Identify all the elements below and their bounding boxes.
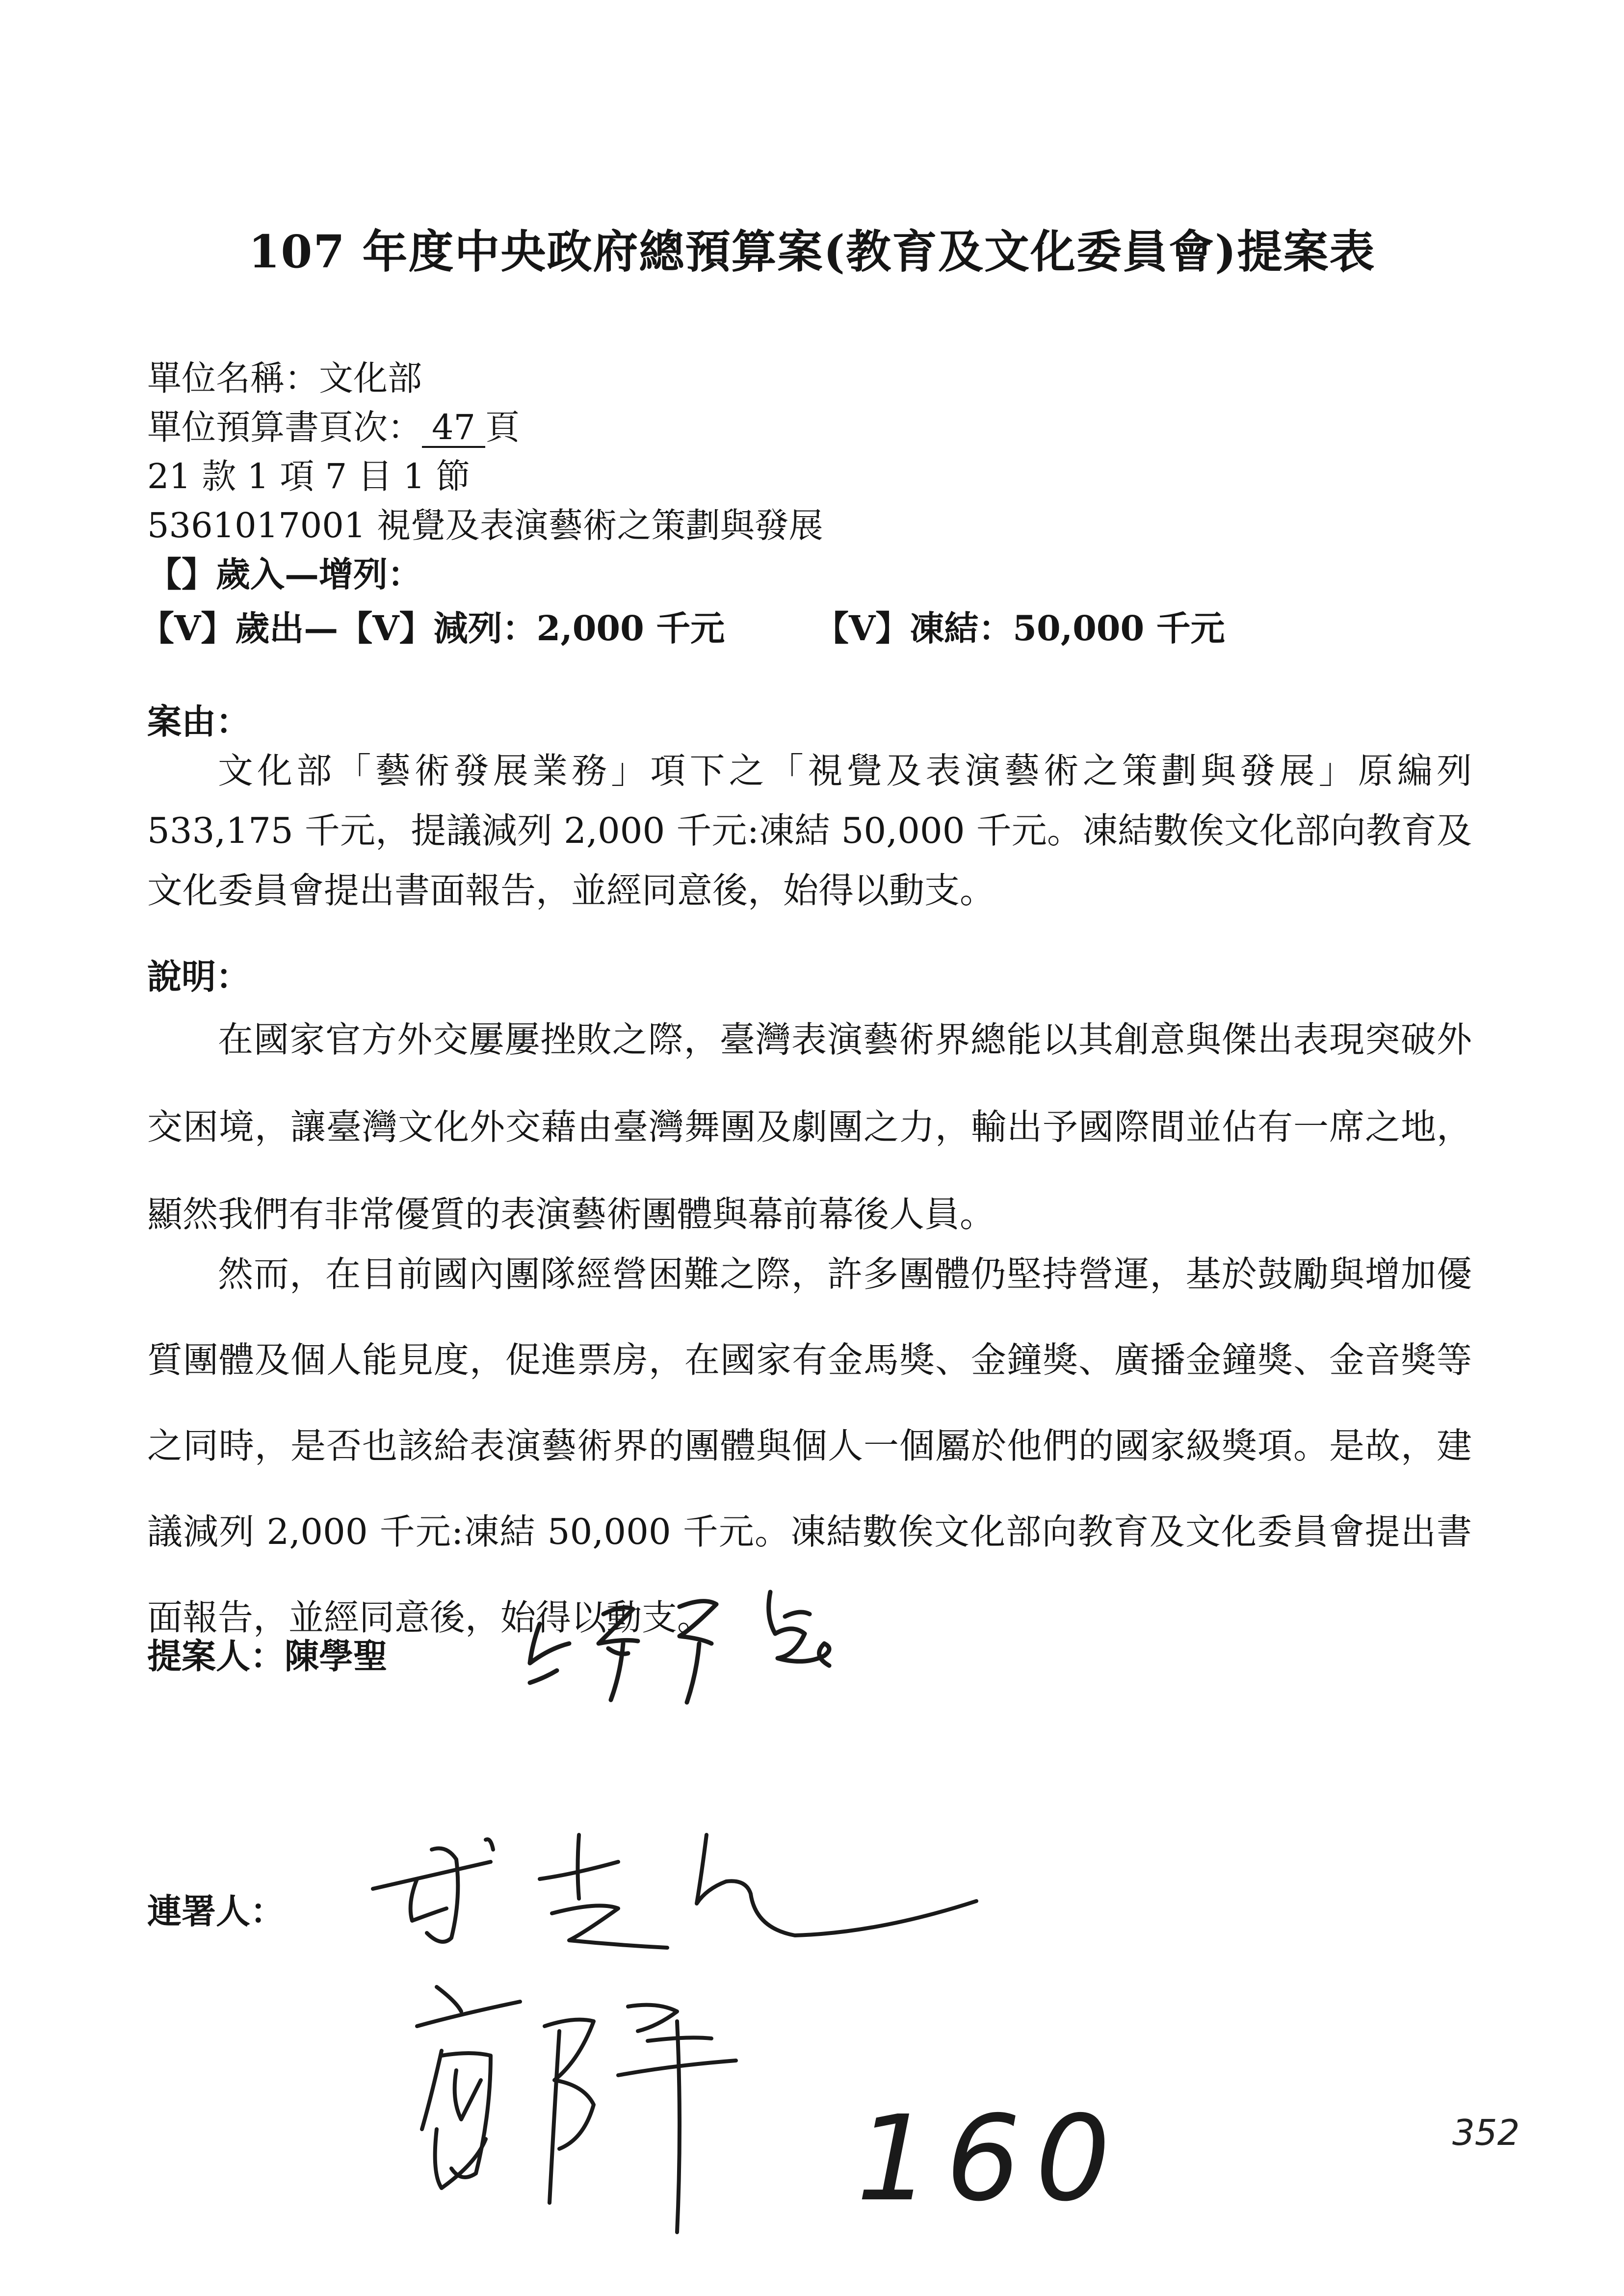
explanation-paragraph-1: 在國家官方外交屢屢挫敗之際，臺灣表演藝術界總能以其創意與傑出表現突破外交困境，讓臺灣文化外交藉由臺灣舞團及劇團之力，輸出予國際間並佔有一席之地，顯然我們有非常優質的表演藝術團體與幕前幕後人員。 [147, 1019, 1472, 1235]
handwritten-count: 160 [856, 2090, 1126, 2227]
reduction-amount: 減列：2,000 千元 [433, 608, 725, 649]
unit-name-label: 單位名稱： [147, 358, 319, 398]
freeze-line [814, 601, 1225, 651]
budget-page-number: 47 [422, 410, 485, 448]
revenue-line [147, 547, 422, 597]
program-line: 5361017001 視覺及表演藝術之策劃與發展 [147, 505, 823, 546]
revenue-checkbox: 【】 [147, 554, 216, 595]
revenue-label: 歲入—增列： [216, 554, 422, 595]
section-line: 21 款 1 項 7 目 1 節 [147, 456, 471, 496]
proposer-name: 陳學聖 [285, 1636, 388, 1676]
page-number-stamp: 352 [1452, 2112, 1520, 2153]
unit-name-line [147, 351, 422, 400]
explanation-heading: 說明： [147, 956, 250, 997]
cosigner-signature-2 [402, 1967, 824, 2242]
budget-page-label: 單位預算書頁次： [147, 407, 422, 447]
reduction-checkbox: 【V】 [338, 608, 434, 649]
cosigner-label: 連署人： [147, 1891, 285, 1931]
document-title: 107 年度中央政府總預算案(教育及文化委員會)提案表 [248, 225, 1376, 278]
proposer-line [147, 1629, 388, 1678]
expenditure-line [140, 601, 725, 651]
unit-name-value: 文化部 [319, 358, 422, 398]
expenditure-checkbox: 【V】 [140, 608, 236, 649]
cosigner-signature-1 [363, 1815, 1001, 1977]
budget-page-line [147, 400, 520, 449]
freeze-amount: 凍結：50,000 千元 [910, 608, 1225, 649]
expenditure-label: 歲出— [235, 608, 339, 649]
freeze-checkbox: 【V】 [814, 608, 910, 649]
budget-page-suffix: 頁 [485, 407, 520, 447]
case-heading: 案由： [147, 701, 250, 742]
cosigner-line [147, 1884, 285, 1933]
explanation-paragraph-2: 然而，在目前國內團隊經營困難之際，許多團體仍堅持營運，基於鼓勵與增加優質團體及個人能見度，促進票房，在國家有金馬獎、金鐘獎、廣播金鐘獎、金音獎等之同時，是否也該給表演藝術界的團體與個人一個屬於他們的國家級獎項。是故，建議減列 2,000 千元:凍結 50,000 千元。凍結數俟文化部向教育及文化委員會提出書面報告，並經同意後，始得以動支。 [147, 1253, 1472, 1638]
case-body: 文化部「藝術發展業務」項下之「視覺及表演藝術之策劃與發展」原編列 533,175 千元，提議減列 2,000 千元:凍結 50,000 千元。凍結數俟文化部向教育及文化委員會提出書面報告，並經同意後，始得以動支。 [147, 750, 1472, 911]
proposer-signature [510, 1570, 883, 1717]
proposer-label: 提案人： [147, 1636, 285, 1676]
